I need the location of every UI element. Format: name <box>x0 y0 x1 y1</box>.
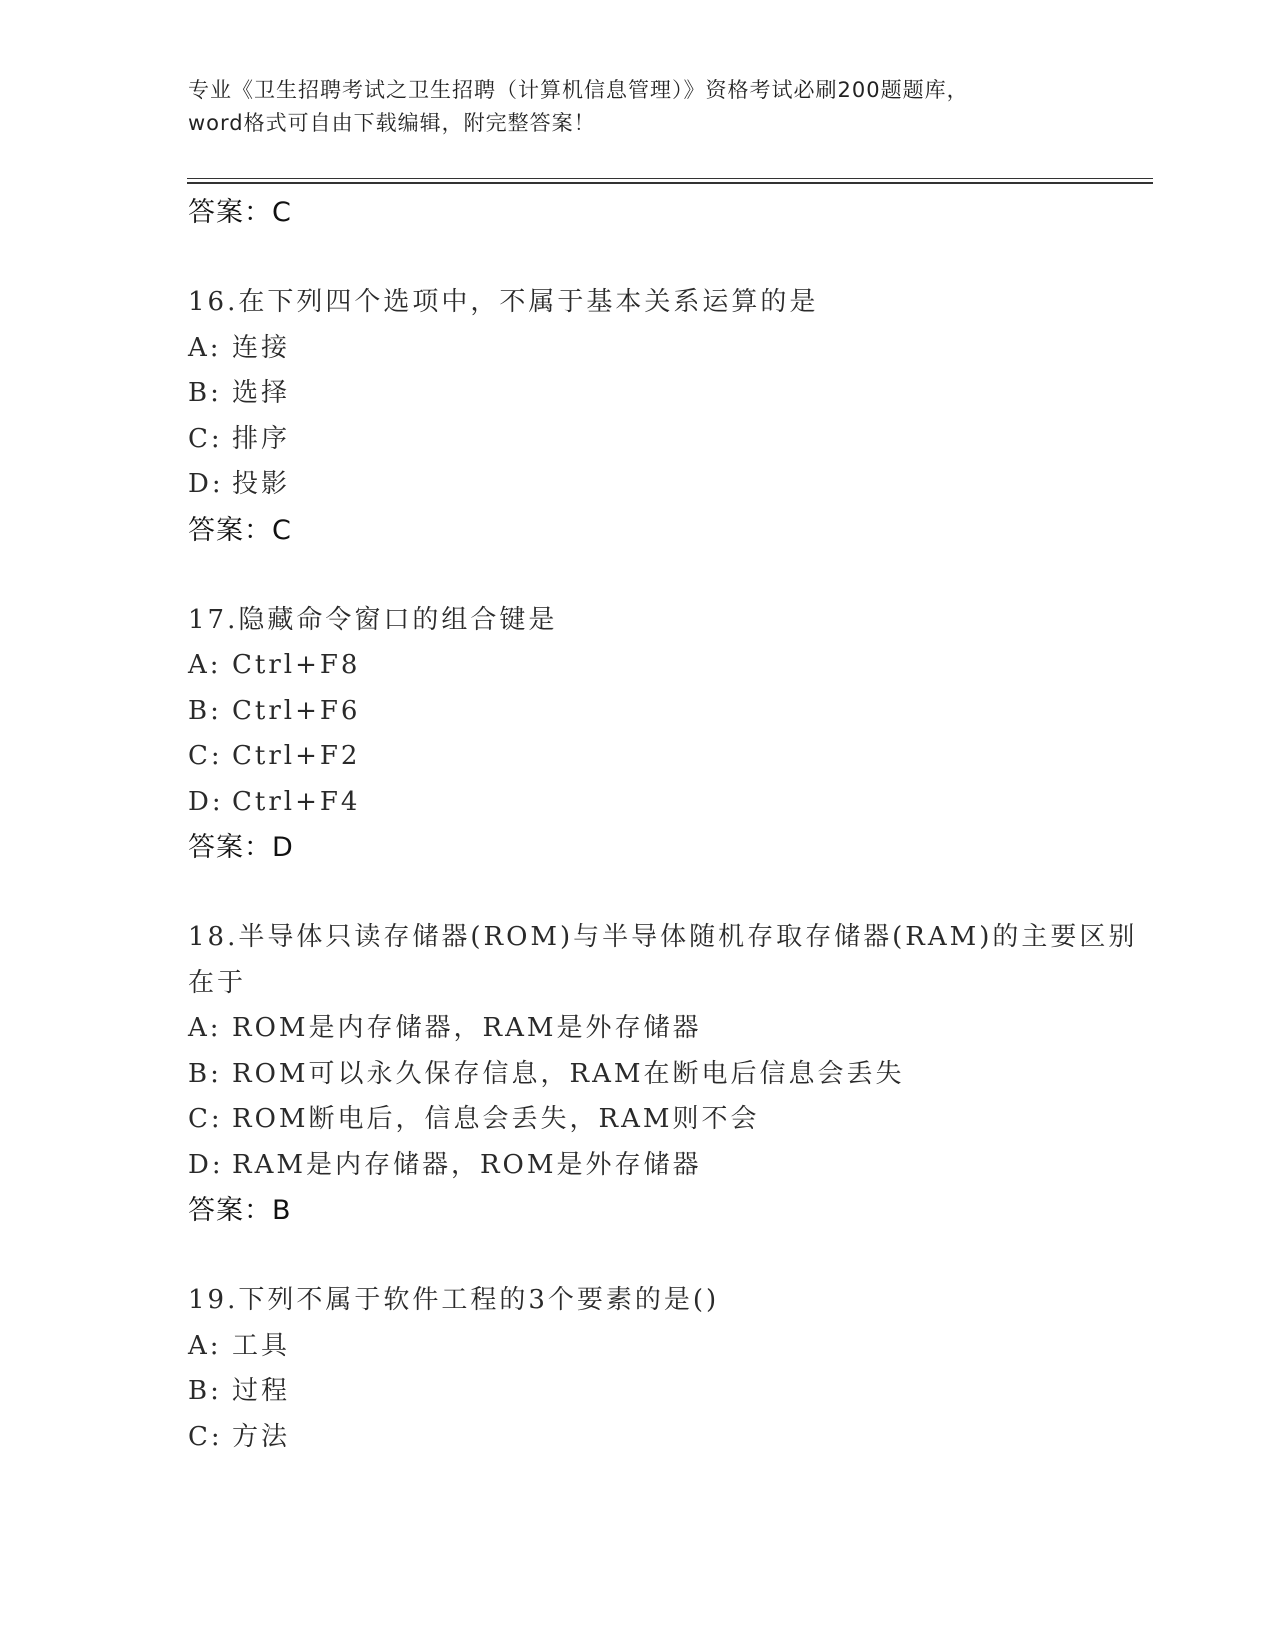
option-letter: B: <box>188 1058 222 1089</box>
answer-line: 答案：B <box>188 1195 292 1226</box>
option-letter: C: <box>188 741 223 771</box>
option-line <box>188 1143 1088 1189</box>
option-line <box>188 1006 1088 1052</box>
option-text: ROM是内存储器，RAM是外存储器 <box>232 1013 702 1043</box>
header-line-2: word格式可自由下载编辑，附完整答案！ <box>188 111 596 135</box>
option-text: 过程 <box>232 1376 291 1406</box>
option-line <box>188 462 1088 508</box>
question-stem: 17.隐藏命令窗口的组合键是 <box>188 604 558 635</box>
option-letter: A: <box>188 332 222 363</box>
option-line <box>188 417 1088 463</box>
option-text: 投影 <box>232 469 291 499</box>
option-text: 连接 <box>232 332 291 363</box>
option-line <box>188 689 1088 735</box>
option-letter: A: <box>188 650 222 680</box>
question-stem: 16.在下列四个选项中，不属于基本关系运算的是 <box>188 287 819 317</box>
question-block <box>188 280 1088 554</box>
option-line <box>188 1052 1088 1098</box>
question-stem: 在于 <box>188 967 247 998</box>
question-stem: 18.半导体只读存储器(ROM)与半导体随机存取存储器(RAM)的主要区别 <box>188 922 1138 952</box>
option-text: 选择 <box>232 378 291 408</box>
answer-line: 答案：D <box>188 832 294 863</box>
header-divider-thick <box>187 182 1153 184</box>
option-letter: A: <box>188 1330 222 1361</box>
option-line <box>188 1415 1088 1461</box>
option-letter: B: <box>188 378 222 408</box>
document-header <box>188 74 1088 140</box>
option-line <box>188 1324 1088 1370</box>
answer-line: 答案：C <box>188 514 292 546</box>
option-letter: D: <box>188 786 224 817</box>
question-block <box>188 1278 1088 1460</box>
option-line <box>188 1369 1088 1415</box>
option-text: ROM可以永久保存信息，RAM在断电后信息会丢失 <box>232 1058 905 1089</box>
option-letter: C: <box>188 423 223 454</box>
questions-container <box>188 280 1138 1460</box>
answer-line: 答案：C <box>188 197 292 228</box>
option-text: Ctrl+F8 <box>232 650 361 680</box>
option-letter: B: <box>188 1376 222 1406</box>
header-line-1: 专业《卫生招聘考试之卫生招聘（计算机信息管理）》资格考试必刷200题题库， <box>188 78 969 102</box>
option-letter: B: <box>188 695 222 726</box>
question-block <box>188 598 1088 872</box>
question-list <box>188 190 1138 1460</box>
option-text: Ctrl+F6 <box>232 695 361 726</box>
question-stem: 19.下列不属于软件工程的3个要素的是() <box>188 1285 720 1315</box>
question-block <box>188 915 1138 1234</box>
option-text: RAM是内存储器，ROM是外存储器 <box>232 1149 702 1180</box>
option-letter: D: <box>188 1149 224 1180</box>
option-letter: C: <box>188 1421 223 1452</box>
option-letter: C: <box>188 1104 223 1134</box>
option-letter: A: <box>188 1013 222 1043</box>
option-text: 方法 <box>232 1421 291 1452</box>
option-text: ROM断电后，信息会丢失，RAM则不会 <box>232 1104 760 1134</box>
option-line <box>188 1097 1088 1143</box>
option-text: Ctrl+F4 <box>232 786 361 817</box>
header-divider-thin <box>187 178 1153 179</box>
option-text: Ctrl+F2 <box>232 741 361 771</box>
option-line <box>188 780 1088 826</box>
option-line <box>188 371 1088 417</box>
option-line <box>188 734 1088 780</box>
option-letter: D: <box>188 469 224 499</box>
option-line <box>188 326 1088 372</box>
option-text: 工具 <box>232 1330 291 1361</box>
option-line <box>188 643 1088 689</box>
option-text: 排序 <box>232 423 291 454</box>
